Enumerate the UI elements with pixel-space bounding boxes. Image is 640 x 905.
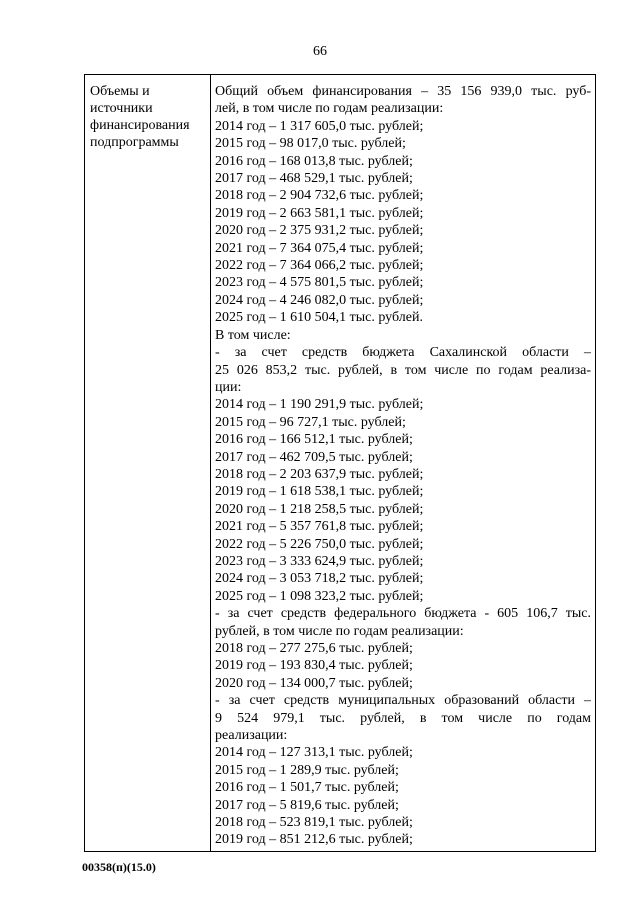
label-line: Объемы и <box>90 84 150 99</box>
content-line: рублей, в том числе по годам реализации: <box>215 623 464 639</box>
content-line: 25 026 853,2 тыс. рублей, в том числе по годам реализа- <box>215 362 591 378</box>
content-line: 2018 год – 523 819,1 тыс. рублей; <box>215 815 413 831</box>
content-line: 2022 год – 7 364 066,2 тыс. рублей; <box>215 258 424 274</box>
content-line: Общий объем финансирования – 35 156 939,0 тыс. руб- <box>215 84 591 99</box>
content-line: лей, в том числе по годам реализации: <box>215 101 444 117</box>
content-line: 2020 год – 1 218 258,5 тыс. рублей; <box>215 501 424 517</box>
table-content-cell <box>211 75 595 851</box>
content-line: 2016 год – 168 013,8 тыс. рублей; <box>215 153 413 169</box>
content-line: 2014 год – 1 317 605,0 тыс. рублей; <box>215 118 424 134</box>
funding-table <box>84 74 596 852</box>
content-line: 2014 год – 127 313,1 тыс. рублей; <box>215 745 413 761</box>
label-line: финансирования <box>90 118 190 133</box>
content-line: 2017 год – 5 819,6 тыс. рублей; <box>215 797 399 813</box>
label-line: подпрограммы <box>90 135 179 150</box>
content-line: - за счет средств муниципальных образований области – <box>215 693 591 709</box>
content-line: В том числе: <box>215 327 291 343</box>
content-line: ции: <box>215 379 242 395</box>
content-line: 9 524 979,1 тыс. рублей, в том числе по годам <box>215 710 591 726</box>
content-line: 2017 год – 468 529,1 тыс. рублей; <box>215 171 413 187</box>
content-line: 2018 год – 277 275,6 тыс. рублей; <box>215 641 413 656</box>
content-line: 2016 год – 1 501,7 тыс. рублей; <box>215 780 399 796</box>
label-line: источники <box>90 101 153 116</box>
content-line: 2021 год – 7 364 075,4 тыс. рублей; <box>215 240 424 256</box>
content-line: 2024 год – 3 053 718,2 тыс. рублей; <box>215 571 424 587</box>
content-line: 2023 год – 3 333 624,9 тыс. рублей; <box>215 553 424 569</box>
table-label-cell <box>85 75 211 851</box>
content-line: 2016 год – 166 512,1 тыс. рублей; <box>215 432 413 448</box>
content-line: 2025 год – 1 610 504,1 тыс. рублей. <box>215 310 423 326</box>
content-line: 2020 год – 134 000,7 тыс. рублей; <box>215 675 413 691</box>
content-line: 2020 год – 2 375 931,2 тыс. рублей; <box>215 223 424 239</box>
content-line: 2017 год – 462 709,5 тыс. рублей; <box>215 449 413 465</box>
content-line: 2022 год – 5 226 750,0 тыс. рублей; <box>215 536 424 552</box>
content-line: 2025 год – 1 098 323,2 тыс. рублей; <box>215 588 424 604</box>
content-line: 2019 год – 851 212,6 тыс. рублей; <box>215 832 413 848</box>
content-line: 2015 год – 96 727,1 тыс. рублей; <box>215 414 406 430</box>
content-line: - за счет средств федерального бюджета - 605 106,7 тыс. <box>215 606 591 622</box>
content-line: 2021 год – 5 357 761,8 тыс. рублей; <box>215 519 424 535</box>
content-line: 2015 год – 1 289,9 тыс. рублей; <box>215 762 399 778</box>
content-line: 2019 год – 1 618 538,1 тыс. рублей; <box>215 484 424 500</box>
content-line: 2023 год – 4 575 801,5 тыс. рублей; <box>215 275 424 291</box>
content-line: 2015 год – 98 017,0 тыс. рублей; <box>215 136 406 152</box>
document-code: 00358(п)(15.0) <box>82 860 156 874</box>
content-line: 2019 год – 2 663 581,1 тыс. рублей; <box>215 205 424 221</box>
content-line: реализации: <box>215 728 288 744</box>
content-line: 2019 год – 193 830,4 тыс. рублей; <box>215 658 413 674</box>
content-line: 2018 год – 2 203 637,9 тыс. рублей; <box>215 466 424 482</box>
page-number: 66 <box>313 44 327 59</box>
content-line: 2018 год – 2 904 732,6 тыс. рублей; <box>215 188 424 204</box>
content-line: - за счет средств бюджета Сахалинской области – <box>215 345 591 361</box>
content-line: 2024 год – 4 246 082,0 тыс. рублей; <box>215 292 424 308</box>
content-line: 2014 год – 1 190 291,9 тыс. рублей; <box>215 397 424 413</box>
